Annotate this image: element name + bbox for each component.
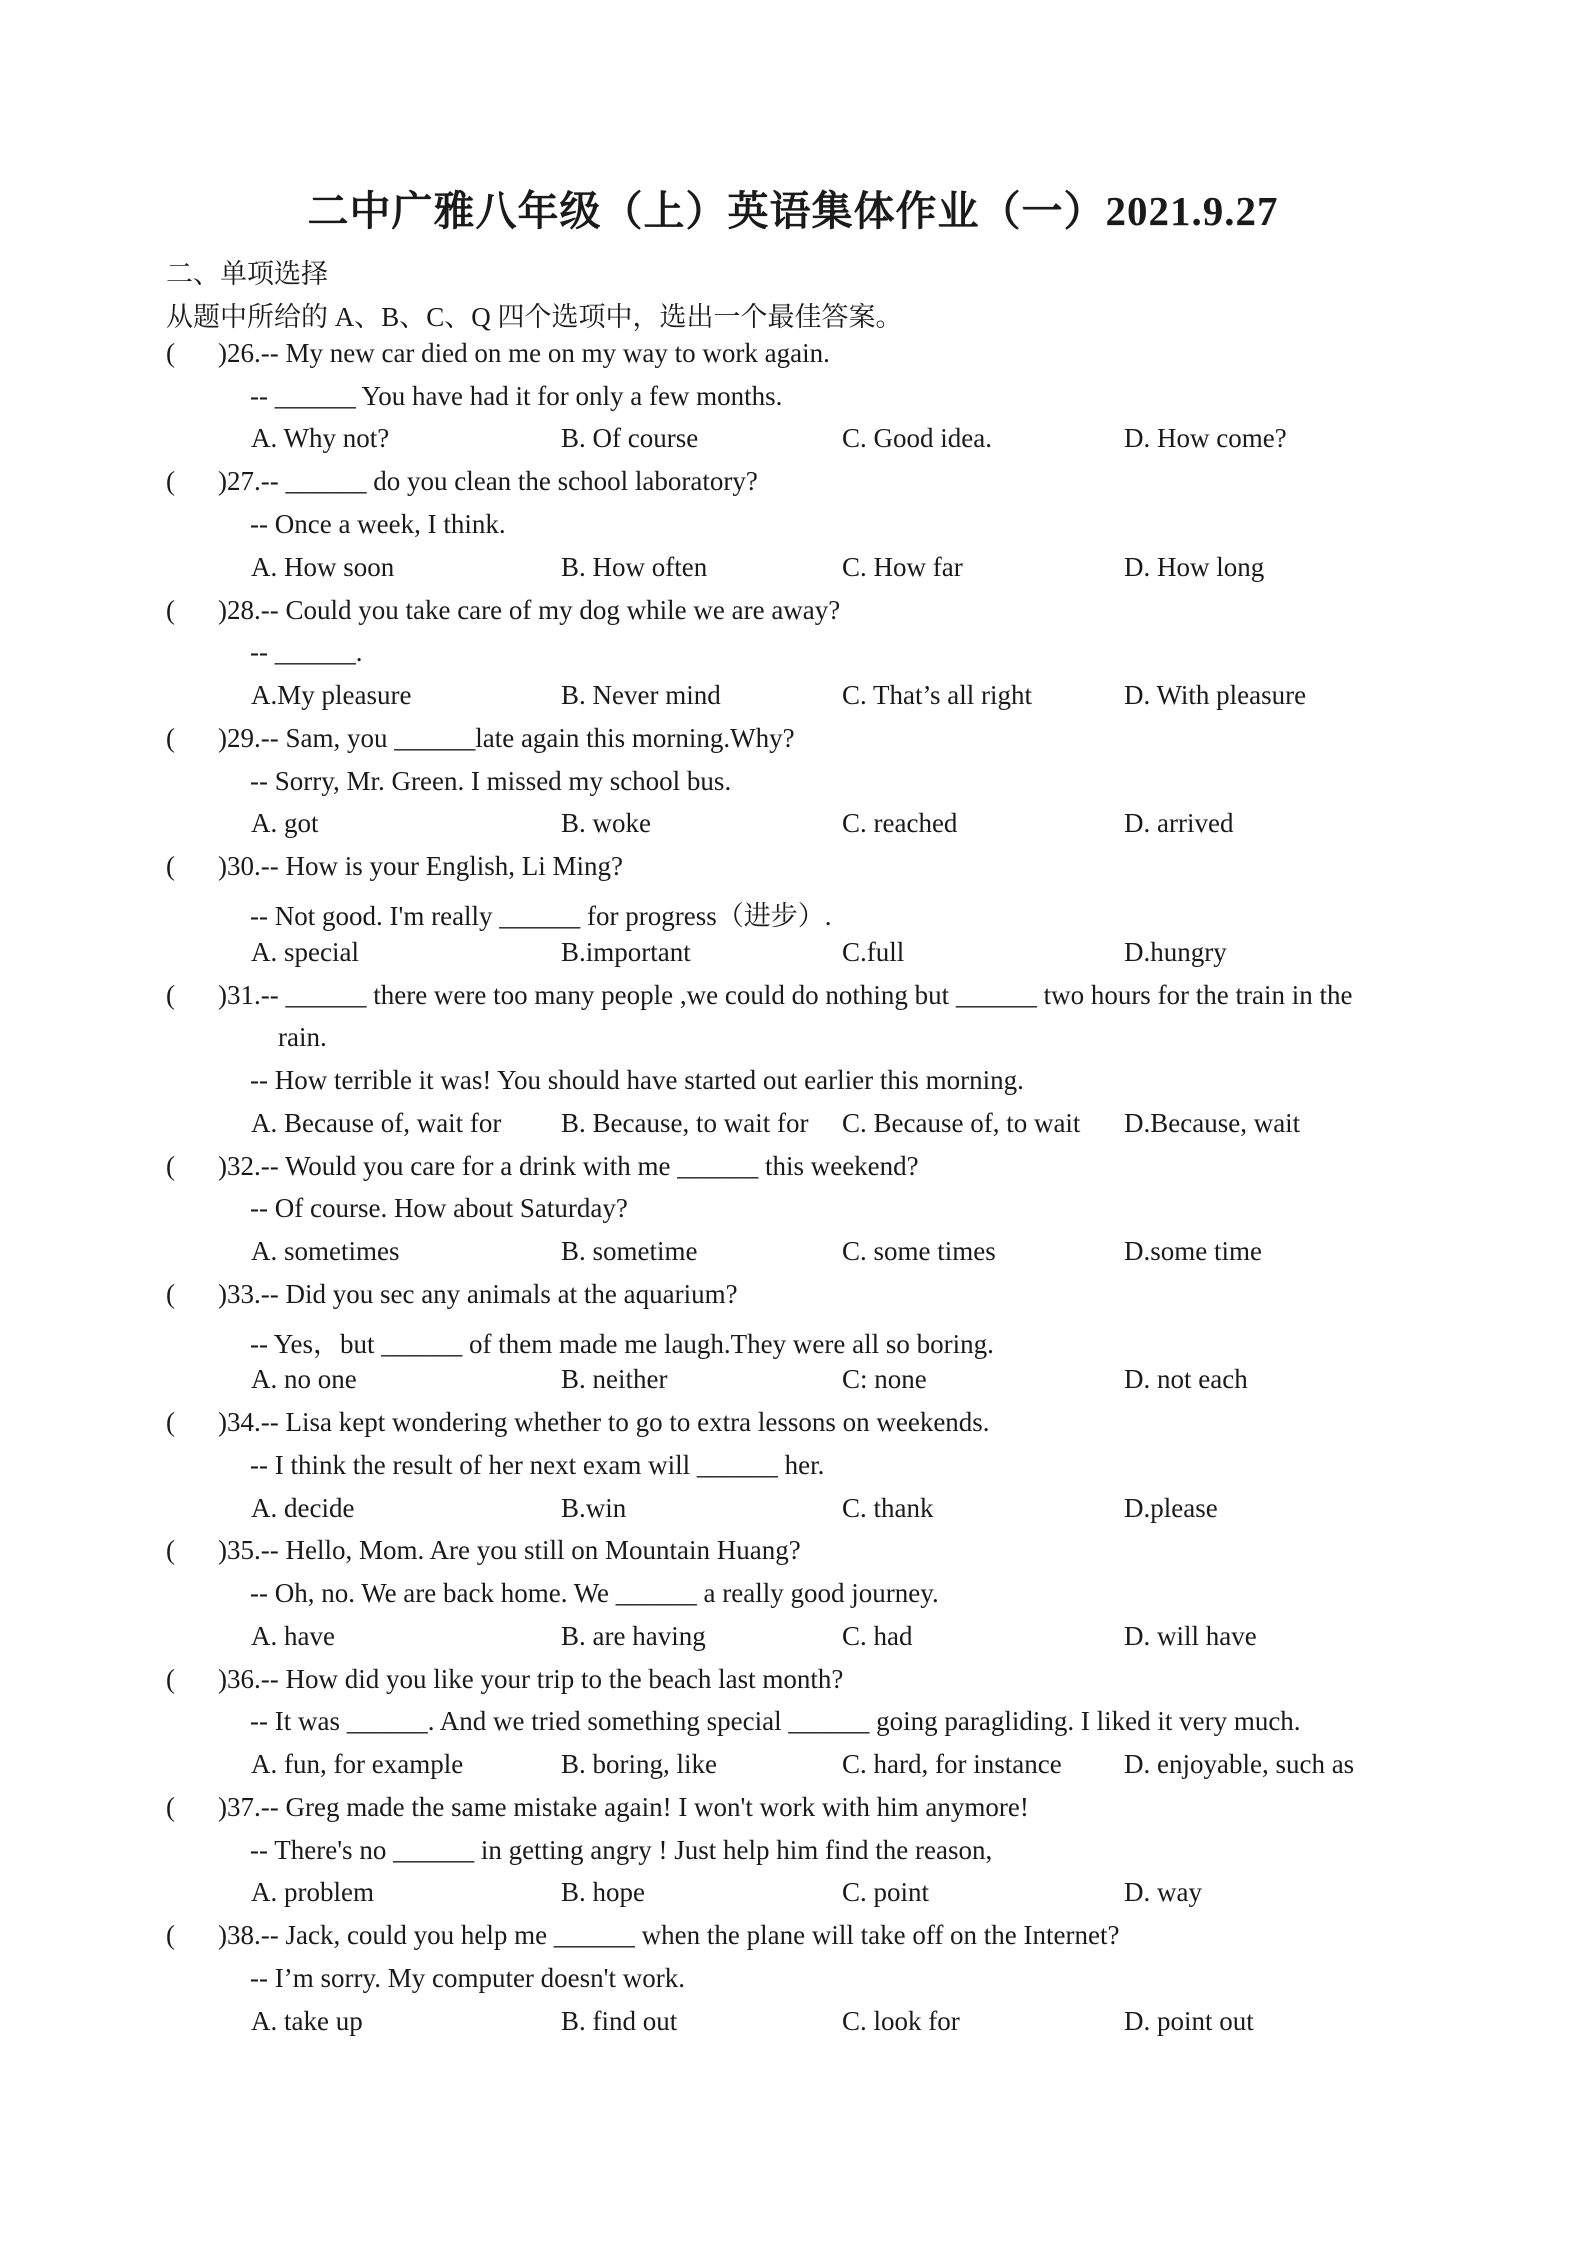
question-stem: )29.-- Sam, you ______late again this morning.Why? <box>218 722 795 753</box>
question-reply: -- Not good. I'm really ______ for progress（进步）. <box>250 900 832 931</box>
answer-paren: ( <box>166 594 175 625</box>
question-stem: )34.-- Lisa kept wondering whether to go to extra lessons on weekends. <box>218 1407 990 1438</box>
question-reply: -- Yes，but ______ of them made me laugh.They were all so boring. <box>250 1328 994 1359</box>
option-c: C. look for <box>842 2005 960 2036</box>
option-b: B. Because, to wait for <box>561 1107 809 1138</box>
option-d: D. way <box>1124 1877 1202 1908</box>
option-c: C. Good idea. <box>842 423 992 454</box>
option-d: D. not each <box>1124 1364 1248 1395</box>
question-stem: )38.-- Jack, could you help me ______ when the plane will take off on the Internet? <box>218 1920 1120 1951</box>
option-c: C. How far <box>842 551 963 582</box>
answer-paren: ( <box>166 851 175 882</box>
question-reply: -- There's no ______ in getting angry ! Just help him find the reason, <box>250 1834 993 1865</box>
option-c: C: none <box>842 1364 927 1395</box>
answer-paren: ( <box>166 979 175 1010</box>
answer-paren: ( <box>166 338 175 368</box>
question-stem: )27.-- ______ do you clean the school laboratory? <box>218 466 758 497</box>
option-b: B. sometime <box>561 1235 698 1266</box>
question-stem: )30.-- How is your English, Li Ming? <box>218 851 623 882</box>
question-reply: -- Once a week, I think. <box>250 509 506 539</box>
option-c: C. point <box>842 1877 930 1908</box>
question-stem: )28.-- Could you take care of my dog while we are away? <box>218 594 841 625</box>
option-a: A. no one <box>251 1364 357 1395</box>
question-reply: -- Oh, no. We are back home. We ______ a really good journey. <box>250 1578 939 1609</box>
option-d: D. will have <box>1124 1620 1257 1651</box>
question-stem: )32.-- Would you care for a drink with me ______ this weekend? <box>218 1150 919 1181</box>
question-reply: -- Sorry, Mr. Green. I missed my school bus. <box>250 765 732 796</box>
answer-paren: ( <box>166 1920 175 1951</box>
option-c: C. thank <box>842 1492 934 1523</box>
question-stem: )31.-- ______ there were too many people ,we could do nothing but ______ two hours for the train in the <box>218 979 1353 1010</box>
option-b: B. find out <box>561 2005 678 2036</box>
option-a: A. Why not? <box>251 423 390 454</box>
option-b: B. How often <box>561 551 708 582</box>
question-reply: -- ______ You have had it for only a few months. <box>250 380 783 411</box>
option-d: D.some time <box>1124 1235 1262 1266</box>
answer-paren: ( <box>166 1150 175 1181</box>
option-d: D.Because, wait <box>1124 1107 1301 1138</box>
option-a: A. fun, for example <box>251 1749 464 1780</box>
option-d: D. arrived <box>1124 808 1234 839</box>
option-b: B.important <box>561 936 691 967</box>
option-c: C. Because of, to wait <box>842 1107 1081 1138</box>
option-a: A. sometimes <box>251 1235 400 1266</box>
question-reply: -- Of course. How about Saturday? <box>250 1193 628 1224</box>
option-a: A. How soon <box>251 551 395 582</box>
option-d: D. point out <box>1124 2005 1254 2036</box>
answer-paren: ( <box>166 1407 175 1438</box>
option-a: A.My pleasure <box>251 680 412 710</box>
option-b: B. are having <box>561 1620 706 1651</box>
option-a: A. have <box>251 1620 335 1651</box>
option-b: B. woke <box>561 808 651 839</box>
option-b: B. neither <box>561 1364 668 1395</box>
answer-paren: ( <box>166 722 175 753</box>
option-a: A. got <box>251 808 319 839</box>
question-stem: )35.-- Hello, Mom. Are you still on Mountain Huang? <box>218 1535 801 1566</box>
question-reply: -- I’m sorry. My computer doesn't work. <box>250 1963 686 1993</box>
option-d: D. With pleasure <box>1124 680 1307 710</box>
question-stem: )37.-- Greg made the same mistake again! I won't work with him anymore! <box>218 1792 1029 1822</box>
section-heading: 二、单项选择 <box>166 259 328 289</box>
option-c: C. had <box>842 1620 913 1651</box>
page-title: 二中广雅八年级（上）英语集体作业（一）2021.9.27 <box>307 188 1279 234</box>
answer-paren: ( <box>166 1663 175 1694</box>
option-a: A. Because of, wait for <box>251 1107 502 1138</box>
question-stem-continued: rain. <box>278 1022 327 1053</box>
question-stem: )36.-- How did you like your trip to the beach last month? <box>218 1663 844 1694</box>
question-stem: )33.-- Did you sec any animals at the aquarium? <box>218 1278 738 1309</box>
option-c: C.full <box>842 936 905 967</box>
option-c: C. That’s all right <box>842 680 1032 710</box>
option-b: B.win <box>561 1492 627 1523</box>
question-reply: -- It was ______. And we tried something special ______ going paragliding. I liked it very much. <box>250 1706 1301 1737</box>
answer-paren: ( <box>166 1278 175 1309</box>
option-a: A. problem <box>251 1877 374 1908</box>
option-a: A. special <box>251 936 359 967</box>
question-reply: -- How terrible it was! You should have started out earlier this morning. <box>250 1064 1024 1095</box>
option-a: A. decide <box>251 1492 355 1523</box>
option-c: C. hard, for instance <box>842 1749 1062 1780</box>
option-d: D.hungry <box>1124 936 1227 967</box>
option-b: B. Of course <box>561 423 699 454</box>
option-d: D. How come? <box>1124 423 1287 454</box>
option-d: D. How long <box>1124 551 1265 582</box>
question-reply: -- ______. <box>250 637 363 668</box>
question-stem: )26.-- My new car died on me on my way to work again. <box>218 338 830 368</box>
option-c: C. some times <box>842 1235 996 1266</box>
option-d: D. enjoyable, such as <box>1124 1749 1355 1780</box>
option-b: B. boring, like <box>561 1749 717 1780</box>
question-reply: -- I think the result of her next exam will ______ her. <box>250 1449 825 1480</box>
option-c: C. reached <box>842 808 958 839</box>
option-b: B. hope <box>561 1877 645 1908</box>
answer-paren: ( <box>166 1535 175 1566</box>
instructions: 从题中所给的 A、B、C、Q 四个选项中，选出一个最佳答案。 <box>166 302 903 332</box>
option-a: A. take up <box>251 2005 363 2036</box>
answer-paren: ( <box>166 466 175 497</box>
answer-paren: ( <box>166 1792 175 1822</box>
option-d: D.please <box>1124 1492 1218 1523</box>
option-b: B. Never mind <box>561 680 721 710</box>
